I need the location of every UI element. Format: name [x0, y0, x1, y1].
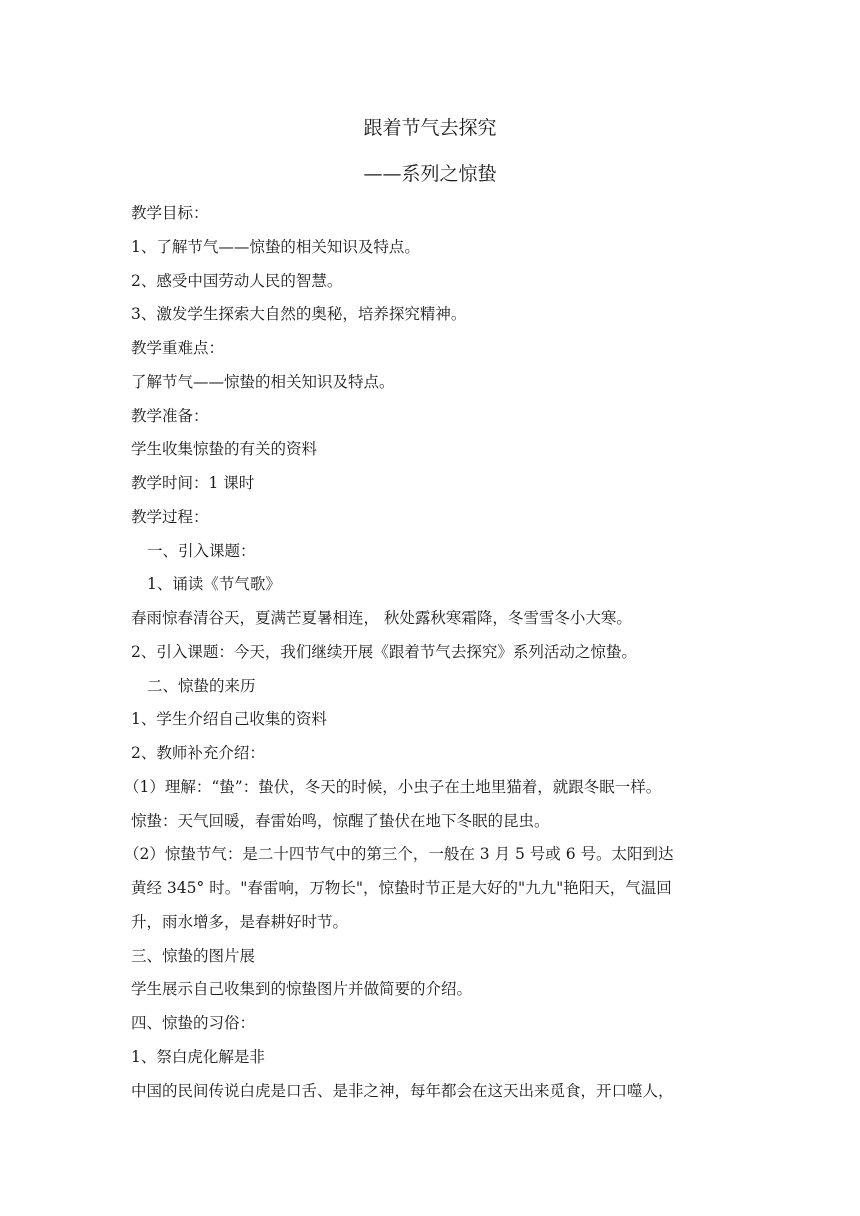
section-4-item-1: 1、祭白虎化解是非 — [131, 1048, 265, 1066]
explanation-2-cont-1: 黄经 345° 时。"春雷响，万物长"，惊蛰时节正是大好的"九九"艳阳天，气温回 — [131, 879, 672, 897]
section-3-text: 学生展示自己收集到的惊蛰图片并做简要的介绍。 — [131, 980, 473, 998]
section-1-item-1: 1、诵读《节气歌》 — [147, 575, 281, 593]
section-3-heading: 三、惊蛰的图片展 — [131, 947, 256, 965]
section-1-item-2: 2、引入课题：今天，我们继续开展《跟着节气去探究》系列活动之惊蛰。 — [131, 643, 637, 661]
section-4-heading: 四、惊蛰的习俗： — [131, 1014, 256, 1032]
heading-teaching-goals: 教学目标： — [131, 204, 209, 222]
preparation-text: 学生收集惊蛰的有关的资料 — [131, 440, 318, 458]
section-2-item-2: 2、教师补充介绍： — [131, 744, 265, 762]
explanation-2-cont-2: 升，雨水增多，是春耕好时节。 — [131, 913, 349, 931]
key-points-text: 了解节气——惊蛰的相关知识及特点。 — [131, 373, 395, 391]
solar-terms-song: 春雨惊春清谷天，夏满芒夏暑相连， 秋处露秋寒霜降，冬雪雪冬小大寒。 — [131, 609, 632, 627]
document-title: 跟着节气去探究 — [363, 117, 497, 139]
explanation-1-cont: 惊蛰：天气回暖，春雷始鸣，惊醒了蛰伏在地下冬眠的昆虫。 — [131, 812, 550, 830]
document-subtitle: ——系列之惊蛰 — [363, 163, 497, 185]
section-1-heading: 一、引入课题： — [147, 542, 256, 560]
goal-item-1: 1、了解节气——惊蛰的相关知识及特点。 — [131, 238, 420, 256]
section-2-heading: 二、惊蛰的来历 — [147, 677, 256, 695]
goal-item-2: 2、感受中国劳动人民的智慧。 — [131, 272, 343, 290]
teaching-time: 教学时间：1 课时 — [131, 474, 255, 492]
goal-item-3: 3、激发学生探索大自然的奥秘，培养探究精神。 — [131, 305, 467, 323]
heading-process: 教学过程： — [131, 508, 209, 526]
heading-key-points: 教学重难点： — [131, 339, 225, 357]
heading-preparation: 教学准备： — [131, 407, 209, 425]
section-2-item-1: 1、学生介绍自己收集的资料 — [131, 710, 327, 728]
explanation-2: （2）惊蛰节气：是二十四节气中的第三个，一般在 3 月 5 号或 6 号。太阳到达 — [124, 845, 674, 863]
explanation-1: （1）理解：“蛰”：蛰伏，冬天的时候，小虫子在土地里猫着，就跟冬眠一样。 — [124, 778, 662, 796]
section-4-item-1-text: 中国的民间传说白虎是口舌、是非之神，每年都会在这天出来觅食，开口噬人， — [131, 1082, 674, 1100]
